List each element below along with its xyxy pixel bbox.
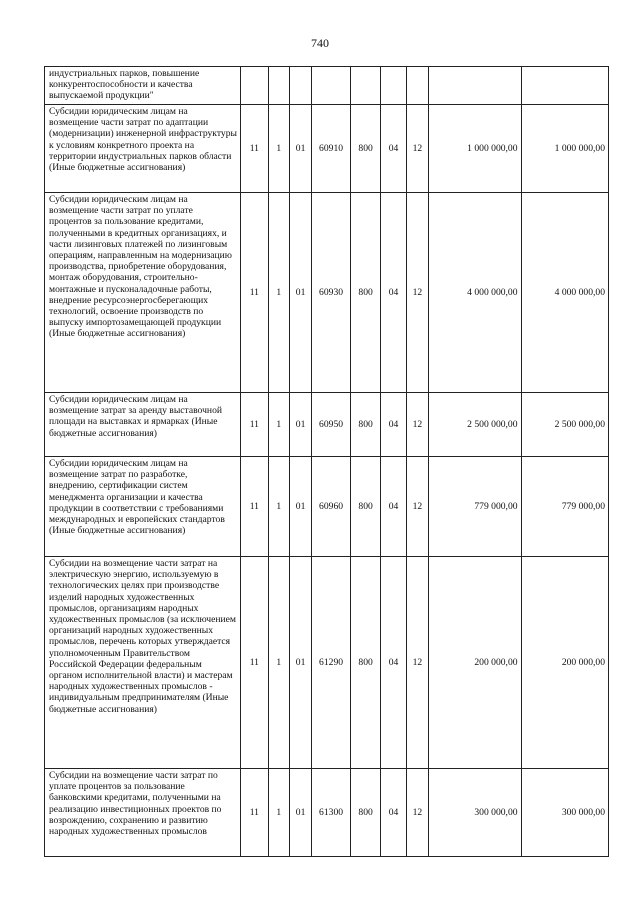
code-cell: 1: [268, 769, 289, 857]
row-description: Субсидии юридическим лицам на возмещение затрат за аренду выставочной площади на выставках и ярмарках (Иные бюджетные ассигнования): [45, 393, 241, 457]
code-cell: 04: [381, 769, 406, 857]
code-cell: 1: [268, 457, 289, 557]
code-cell: 60930: [312, 193, 351, 393]
code-cell: 11: [241, 769, 268, 857]
code-cell: 01: [289, 393, 311, 457]
code-cell: [312, 67, 351, 105]
table-row: [45, 393, 609, 457]
code-cell: 60950: [312, 393, 351, 457]
table-row: [45, 105, 609, 193]
amount-cell: 200 000,00: [429, 557, 521, 769]
row-description: индустриальных парков, повышение конкурентоспособности и качества выпускаемой продукции": [45, 67, 241, 105]
code-cell: 61290: [312, 557, 351, 769]
row-description: Субсидии на возмещение части затрат по уплате процентов за пользование банковскими кредитами, полученными на реализацию инвестиционных проектов по возрождению, сохранению и развитию народных художественных промыслов: [45, 769, 241, 857]
code-cell: 11: [241, 193, 268, 393]
code-cell: 11: [241, 393, 268, 457]
amount-cell: [429, 67, 521, 105]
amount-cell: 1 000 000,00: [429, 105, 521, 193]
code-cell: 60960: [312, 457, 351, 557]
amount-cell: 300 000,00: [521, 769, 608, 857]
code-cell: 12: [406, 557, 428, 769]
code-cell: 04: [381, 457, 406, 557]
amount-cell: 2 500 000,00: [429, 393, 521, 457]
code-cell: 04: [381, 193, 406, 393]
amount-cell: 4 000 000,00: [521, 193, 608, 393]
page-number: 740: [311, 36, 329, 50]
amount-cell: 4 000 000,00: [429, 193, 521, 393]
amount-cell: 779 000,00: [429, 457, 521, 557]
code-cell: 1: [268, 193, 289, 393]
code-cell: [289, 67, 311, 105]
code-cell: [268, 67, 289, 105]
code-cell: 1: [268, 393, 289, 457]
code-cell: 01: [289, 105, 311, 193]
code-cell: 01: [289, 457, 311, 557]
amount-cell: 2 500 000,00: [521, 393, 608, 457]
code-cell: 01: [289, 193, 311, 393]
amount-cell: 300 000,00: [429, 769, 521, 857]
code-cell: 04: [381, 105, 406, 193]
code-cell: 12: [406, 769, 428, 857]
row-description: Субсидии на возмещение части затрат на электрическую энергию, используемую в технологических целях при производстве изделий народных художественных промыслов, организациям народных художественных промыслов (за исключением организаций народных художественных промыслов, перечень которых утверждается уполномоченным Правительством Российской Федерации федеральным органом исполнительной власти) и мастерам народных художественных промыслов - индивидуальным предпринимателям (Иные бюджетные ассигнования): [45, 557, 241, 769]
table-row: [45, 67, 609, 105]
table-row: [45, 193, 609, 393]
code-cell: 800: [350, 105, 380, 193]
code-cell: 12: [406, 457, 428, 557]
table-row: [45, 557, 609, 769]
amount-cell: 779 000,00: [521, 457, 608, 557]
code-cell: [406, 67, 428, 105]
code-cell: 800: [350, 393, 380, 457]
code-cell: 11: [241, 457, 268, 557]
row-description: Субсидии юридическим лицам на возмещение части затрат по уплате процентов за пользование кредитами, полученными в кредитных организациях, и части лизинговых платежей по лизинговым операциям, направленным на модернизацию производства, приобретение оборудования, монтаж оборудования, строительно-монтажные и пусконаладочные работы, внедрение ресурсоэнергосберегающих технологий, освоение производств по выпуску импортозамещающей продукции (Иные бюджетные ассигнования): [45, 193, 241, 393]
code-cell: 800: [350, 557, 380, 769]
code-cell: 61300: [312, 769, 351, 857]
code-cell: 01: [289, 557, 311, 769]
table-row: [45, 457, 609, 557]
budget-table: [44, 66, 609, 857]
amount-cell: [521, 67, 608, 105]
code-cell: 1: [268, 105, 289, 193]
code-cell: 01: [289, 769, 311, 857]
table-row: [45, 769, 609, 857]
amount-cell: 1 000 000,00: [521, 105, 608, 193]
code-cell: 04: [381, 393, 406, 457]
code-cell: 60910: [312, 105, 351, 193]
code-cell: 800: [350, 457, 380, 557]
code-cell: 12: [406, 193, 428, 393]
code-cell: 800: [350, 769, 380, 857]
code-cell: 12: [406, 105, 428, 193]
code-cell: [381, 67, 406, 105]
code-cell: 11: [241, 557, 268, 769]
code-cell: 1: [268, 557, 289, 769]
row-description: Субсидии юридическим лицам на возмещение затрат по разработке, внедрению, сертификации систем менеджмента организации и качества продукции в соответствии с требованиями международных и европейских стандартов (Иные бюджетные ассигнования): [45, 457, 241, 557]
amount-cell: 200 000,00: [521, 557, 608, 769]
row-description: Субсидии юридическим лицам на возмещение части затрат по адаптации (модернизации) инженерной инфраструктуры к условиям конкретного проекта на территории индустриальных парков области (Иные бюджетные ассигнования): [45, 105, 241, 193]
code-cell: [350, 67, 380, 105]
code-cell: 04: [381, 557, 406, 769]
code-cell: 11: [241, 105, 268, 193]
code-cell: 800: [350, 193, 380, 393]
code-cell: 12: [406, 393, 428, 457]
code-cell: [241, 67, 268, 105]
